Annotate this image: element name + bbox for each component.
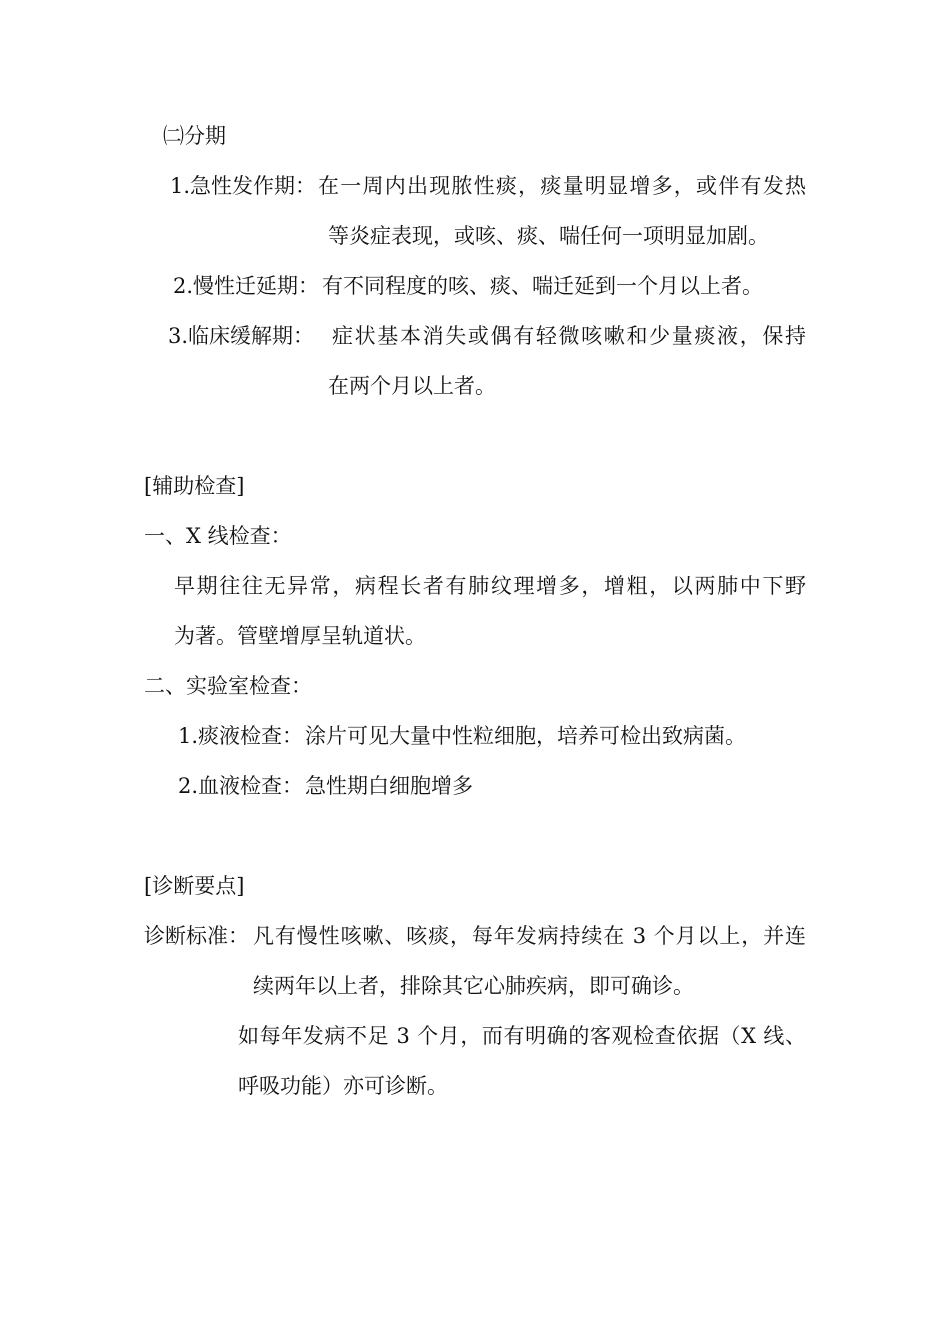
diagnosis-criteria-line-2: 续两年以上者，排除其它心肺疾病，即可确诊。 <box>253 974 694 998</box>
diagnosis-extra-line-2: 呼吸功能）亦可诊断。 <box>238 1074 448 1098</box>
remission-phase-text-line-1: 症状基本消失或偶有轻微咳嗽和少量痰液，保持 <box>332 324 806 348</box>
diagnosis-extra-line-1: 如每年发病不足 3 个月，而有明确的客观检查依据（X 线、 <box>238 1024 806 1048</box>
auxiliary-exam-title: [辅助检查] <box>144 474 245 498</box>
diagnosis-criteria-label: 诊断标准： <box>144 924 249 948</box>
remission-phase-text-line-2: 在两个月以上者。 <box>328 374 496 398</box>
acute-phase-label: 1.急性发作期： <box>170 174 317 198</box>
chronic-phase-label: 2.慢性迁延期： <box>173 274 320 298</box>
diagnosis-title: [诊断要点] <box>144 874 245 898</box>
chronic-phase-text: 有不同程度的咳、痰、喘迁延到一个月以上者。 <box>322 274 763 298</box>
blood-exam-label: 2.血液检查： <box>178 774 304 798</box>
remission-phase-label: 3.临床缓解期： <box>168 324 315 348</box>
lab-heading: 二、实验室检查： <box>144 674 312 698</box>
blood-exam-text: 急性期白细胞增多 <box>305 774 473 798</box>
sputum-exam-text: 涂片可见大量中性粒细胞，培养可检出致病菌。 <box>305 724 746 748</box>
xray-text-line-2: 为著。管壁增厚呈轨道状。 <box>174 624 426 648</box>
xray-heading: 一、X 线检查： <box>144 524 292 548</box>
sputum-exam-label: 1.痰液检查： <box>178 724 304 748</box>
acute-phase-text-line-2: 等炎症表现，或咳、痰、喘任何一项明显加剧。 <box>328 224 769 248</box>
acute-phase-text-line-1: 在一周内出现脓性痰，痰量明显增多，或伴有发热 <box>318 174 806 198</box>
staging-heading: ㈡分期 <box>163 124 226 148</box>
xray-text-line-1: 早期往往无异常，病程长者有肺纹理增多，增粗，以两肺中下野 <box>174 574 806 598</box>
diagnosis-criteria-line-1: 凡有慢性咳嗽、咳痰，每年发病持续在 3 个月以上，并连 <box>253 924 806 948</box>
